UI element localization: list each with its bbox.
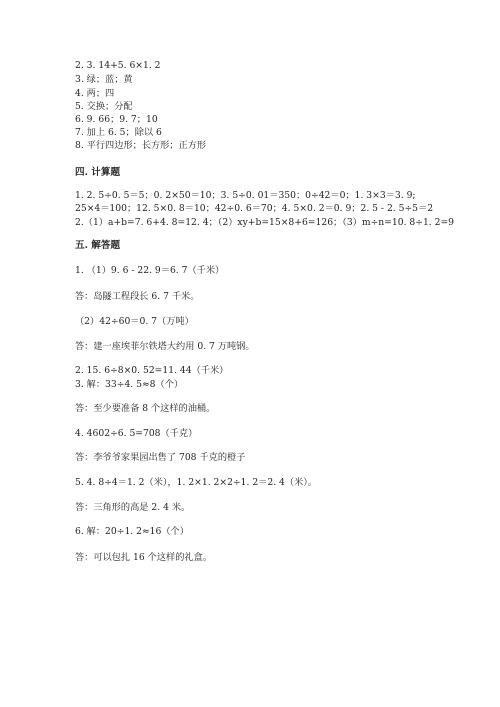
answer-statement: 答：李爷爷家果园出售了 708 千克的橙子	[75, 452, 246, 463]
answer-line: 2. 3. 14+5. 6×1. 2	[75, 60, 161, 71]
solution-line: （2）42÷60＝0. 7（万吨）	[75, 316, 194, 327]
answer-statement: 答：至少要准备 8 个这样的油桶。	[75, 403, 216, 414]
calculation-line: 2.（1）a+b=7. 6+4. 8=12. 4；（2）xy+b=15×8+6=126；（3）m÷n=10. 8÷1. 2=9	[75, 217, 455, 228]
answer-line: 3. 绿；蓝；黄	[75, 74, 133, 85]
solution-line: 1. （1）9. 6 - 22. 9＝6. 7（千米）	[75, 265, 225, 276]
answer-statement: 答：可以包扎 16 个这样的礼盒。	[75, 552, 212, 563]
solution-line: 2. 15. 6÷8×0. 52=11. 44（千米）	[75, 365, 229, 376]
answer-statement: 答：岛隧工程段长 6. 7 千米。	[75, 291, 200, 302]
section-heading-calculation: 四. 计算题	[75, 167, 121, 178]
solution-line: 6. 解：20÷1. 2≈16（个）	[75, 526, 189, 537]
solution-line: 5. 4. 8÷4＝1. 2（米），1. 2×1. 2×2÷1. 2＝2. 4（米）。	[75, 477, 318, 488]
answer-line: 5. 交换；分配	[75, 101, 133, 112]
answer-line: 7. 加上 6. 5；除以 6	[75, 127, 162, 138]
answer-line: 4. 两；四	[75, 88, 115, 99]
answer-statement: 答：建一座埃菲尔铁塔大约用 0. 7 万吨钢。	[75, 341, 255, 352]
section-heading-word-problems: 五. 解答题	[75, 240, 121, 251]
calculation-line: 1. 2. 5÷0. 5＝5；0. 2×50＝10；3. 5÷0. 01＝350；0÷42＝0；1. 3×3＝3. 9;	[75, 190, 416, 201]
answer-line: 8. 平行四边形；长方形；正方形	[75, 140, 207, 151]
calculation-line: 25×4＝100；12. 5×0. 8＝10；42÷0. 6＝70；4. 5×0. 2＝0. 9；2. 5 - 2. 5÷5＝2	[75, 203, 434, 214]
solution-line: 4. 4602÷6. 5=708（千克）	[75, 428, 198, 439]
answer-statement: 答：三角形的高是 2. 4 米。	[75, 502, 191, 513]
answer-line: 6. 9. 66；9. 7；10	[75, 114, 158, 125]
solution-line: 3. 解：33÷4. 5≈8（个）	[75, 379, 184, 390]
